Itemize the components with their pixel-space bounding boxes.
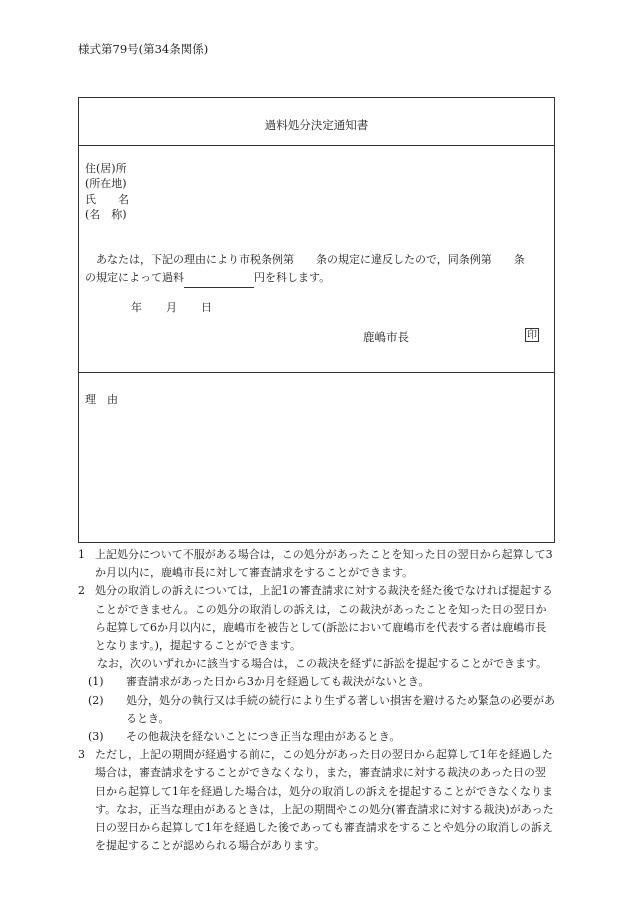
date-day: 日 [201,301,212,314]
note-3 [78,746,556,855]
issuer-name: 鹿嶋市長 [363,330,409,344]
body-line-2 [85,269,551,288]
name-label: 氏 名 [85,193,129,206]
note-2-number: 2 [78,584,85,598]
sub-item-3 [78,728,556,746]
reason-label: 理 由 [85,393,118,406]
body-line-2-suffix: 円を科します。 [254,271,331,284]
note-2-text: 処分の取消しの訴えについては，上記1の審査請求に対する裁決を経た後でなければ提起することができません。この処分の取消しの訴えは，この裁決があったことを知った日の翌日から起算して6か月以内に，鹿嶋市を被告として(訴訟において鹿嶋市を代表する者は鹿嶋市長となります。)，提起することができます。 [95,584,553,653]
sub-item-1 [78,673,556,691]
title-divider [79,145,554,146]
form-code: 様式第79号(第34条関係) [78,42,209,56]
sub-item-1-text: 審査請求があった日から3か月を経過しても裁決がないとき。 [126,675,430,689]
date-year: 年 [131,301,142,314]
location-label: (所在地) [85,177,127,190]
note-2 [78,582,556,655]
note-3-number: 3 [78,748,85,762]
reason-divider [79,372,554,373]
note-1-text: 上記処分について不服がある場合は，この処分があったことを知った日の翌日から起算して3か月以内に，鹿嶋市長に対して審査請求をすることができます。 [95,548,553,580]
sub-item-1-number: (1) [88,675,104,689]
date-month: 月 [166,301,177,314]
notice-title: 過料処分決定通知書 [264,118,369,132]
issue-date [131,299,236,315]
note-1 [78,546,556,582]
notice-body [85,251,551,288]
sub-item-2 [78,692,556,728]
sub-item-2-number: (2) [88,693,104,707]
note-1-number: 1 [78,548,85,561]
address-label: 住(居)所 [85,162,127,175]
sub-item-2-text: 処分，処分の執行又は手続の続行により生ずる著しい損害を避けるため緊急の必要があるとき。 [126,693,555,725]
notes-section [78,546,556,855]
sub-item-3-text: その他裁決を経ないことにつき正当な理由があるとき。 [126,730,401,744]
seal-mark: 印 [527,330,537,341]
body-line-1: あなたは，下記の理由により市税条例第 条の規定に違反したので，同条例第 条 [96,253,525,266]
notice-frame [78,97,555,543]
entity-label: (名 称) [85,208,127,221]
body-line-2-prefix: の規定によって過料 [85,271,184,284]
sub-item-3-number: (3) [88,730,104,744]
note-2-extra: なお，次のいずれかに該当する場合は，この裁決を経ずに訴訟を提起することができます。 [97,657,548,671]
amount-blank [184,269,254,288]
note-3-text: ただし，上記の期間が経過する前に，この処分があった日の翌日から起算して1年を経過した場合は，審査請求をすることができなくなり，また，審査請求に対する裁決のあった日の翌日から起算して1年を経過した場合は，処分の取消しの訴えを提起することができなくなります。なお，正当な理由があるときは，上記の期間やこの処分(審査請求に対する裁決)があった日の翌日から起算して1年を経過した後であっても審査請求をすることや処分の取消しの訴えを提起することが認められる場合があります。 [95,748,554,853]
